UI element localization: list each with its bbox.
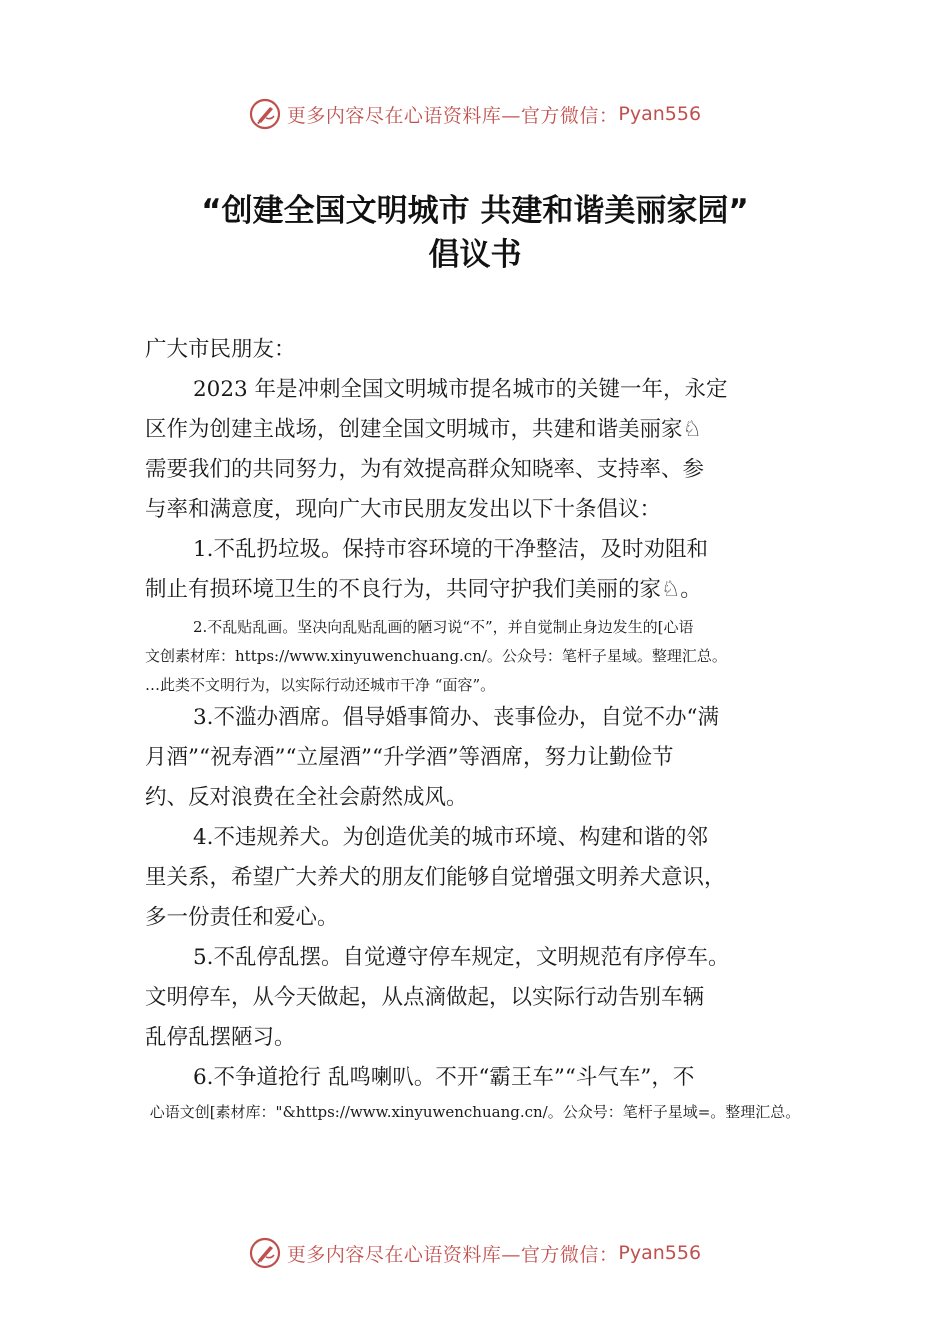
body-block-2 [145, 698, 813, 1098]
banner-wechat-id: Pyan556 [618, 1242, 702, 1264]
banner-text: 更多内容尽在心语资料库—官方微信： [286, 1243, 619, 1266]
item-1-line: 制止有损环境卫生的不良行为，共同守护我们美丽的家♘。 [145, 577, 702, 602]
banner-text: 更多内容尽在心语资料库—官方微信： [286, 104, 619, 127]
item-3-line: 约、反对浪费在全社会蔚然成风。 [145, 785, 468, 810]
item-5-line: 乱停乱摆陋习。 [145, 1025, 296, 1050]
header-banner [0, 94, 950, 134]
item-5-line: 5.不乱停乱摆。自觉遵守停车规定，文明规范有序停车。 [193, 945, 730, 970]
item-2-line: …此类不文明行为，以实际行动还城市干净 “面容”。 [145, 676, 496, 694]
footer-banner [0, 1233, 950, 1273]
item-2-line: 2.不乱贴乱画。坚决向乱贴乱画的陋习说“不”，并自觉制止身边发生的[心语 [193, 618, 694, 636]
item-5-line: 文明停车，从今天做起，从点滴做起，以实际行动告别车辆 [145, 985, 705, 1010]
item-4-line: 多一份责任和爱心。 [145, 905, 339, 930]
source-footnote: 心语文创[素材库："&https://www.xinyuwenchuang.cn/。公众号：笔杆子星域=。整理汇总。 [149, 1103, 801, 1121]
intro-line: 2023 年是冲刺全国文明城市提名城市的关键一年，永定 [193, 377, 728, 402]
item-1-line: 1.不乱扔垃圾。保持市容环境的干净整洁，及时劝阻和 [193, 537, 709, 562]
banner-wechat-id: Pyan556 [618, 103, 702, 125]
document-title: “创建全国文明城市 共建和谐美丽家园” [201, 193, 749, 229]
body-block-1 [145, 330, 813, 610]
item-4-line: 4.不违规养犬。为创造优美的城市环境、构建和谐的邻 [193, 825, 709, 850]
salutation: 广大市民朋友： [145, 337, 296, 362]
intro-line: 与率和满意度，现向广大市民朋友发出以下十条倡议： [145, 497, 662, 522]
item-2-block [145, 613, 813, 700]
brush-logo-icon [249, 98, 281, 130]
item-2-line: 文创素材库：https://www.xinyuwenchuang.cn/。公众号：笔杆子星域。整理汇总。 [145, 647, 727, 665]
item-3-line: 月酒”“祝寿酒”“立屋酒”“升学酒”等酒席，努力让勤俭节 [145, 745, 674, 770]
intro-line: 需要我们的共同努力，为有效提高群众知晓率、支持率、参 [145, 457, 705, 482]
item-6-line: 6.不争道抢行 乱鸣喇叭。不开“霸王车”“斗气车”，不 [193, 1065, 695, 1090]
intro-line: 区作为创建主战场，创建全国文明城市，共建和谐美丽家♘ [145, 417, 702, 442]
item-4-line: 里关系，希望广大养犬的朋友们能够自觉增强文明养犬意识， [145, 865, 726, 890]
document-subtitle: 倡议书 [428, 237, 522, 273]
brush-logo-icon [249, 1237, 281, 1269]
item-3-line: 3.不滥办酒席。倡导婚事简办、丧事俭办，自觉不办“满 [193, 705, 720, 730]
